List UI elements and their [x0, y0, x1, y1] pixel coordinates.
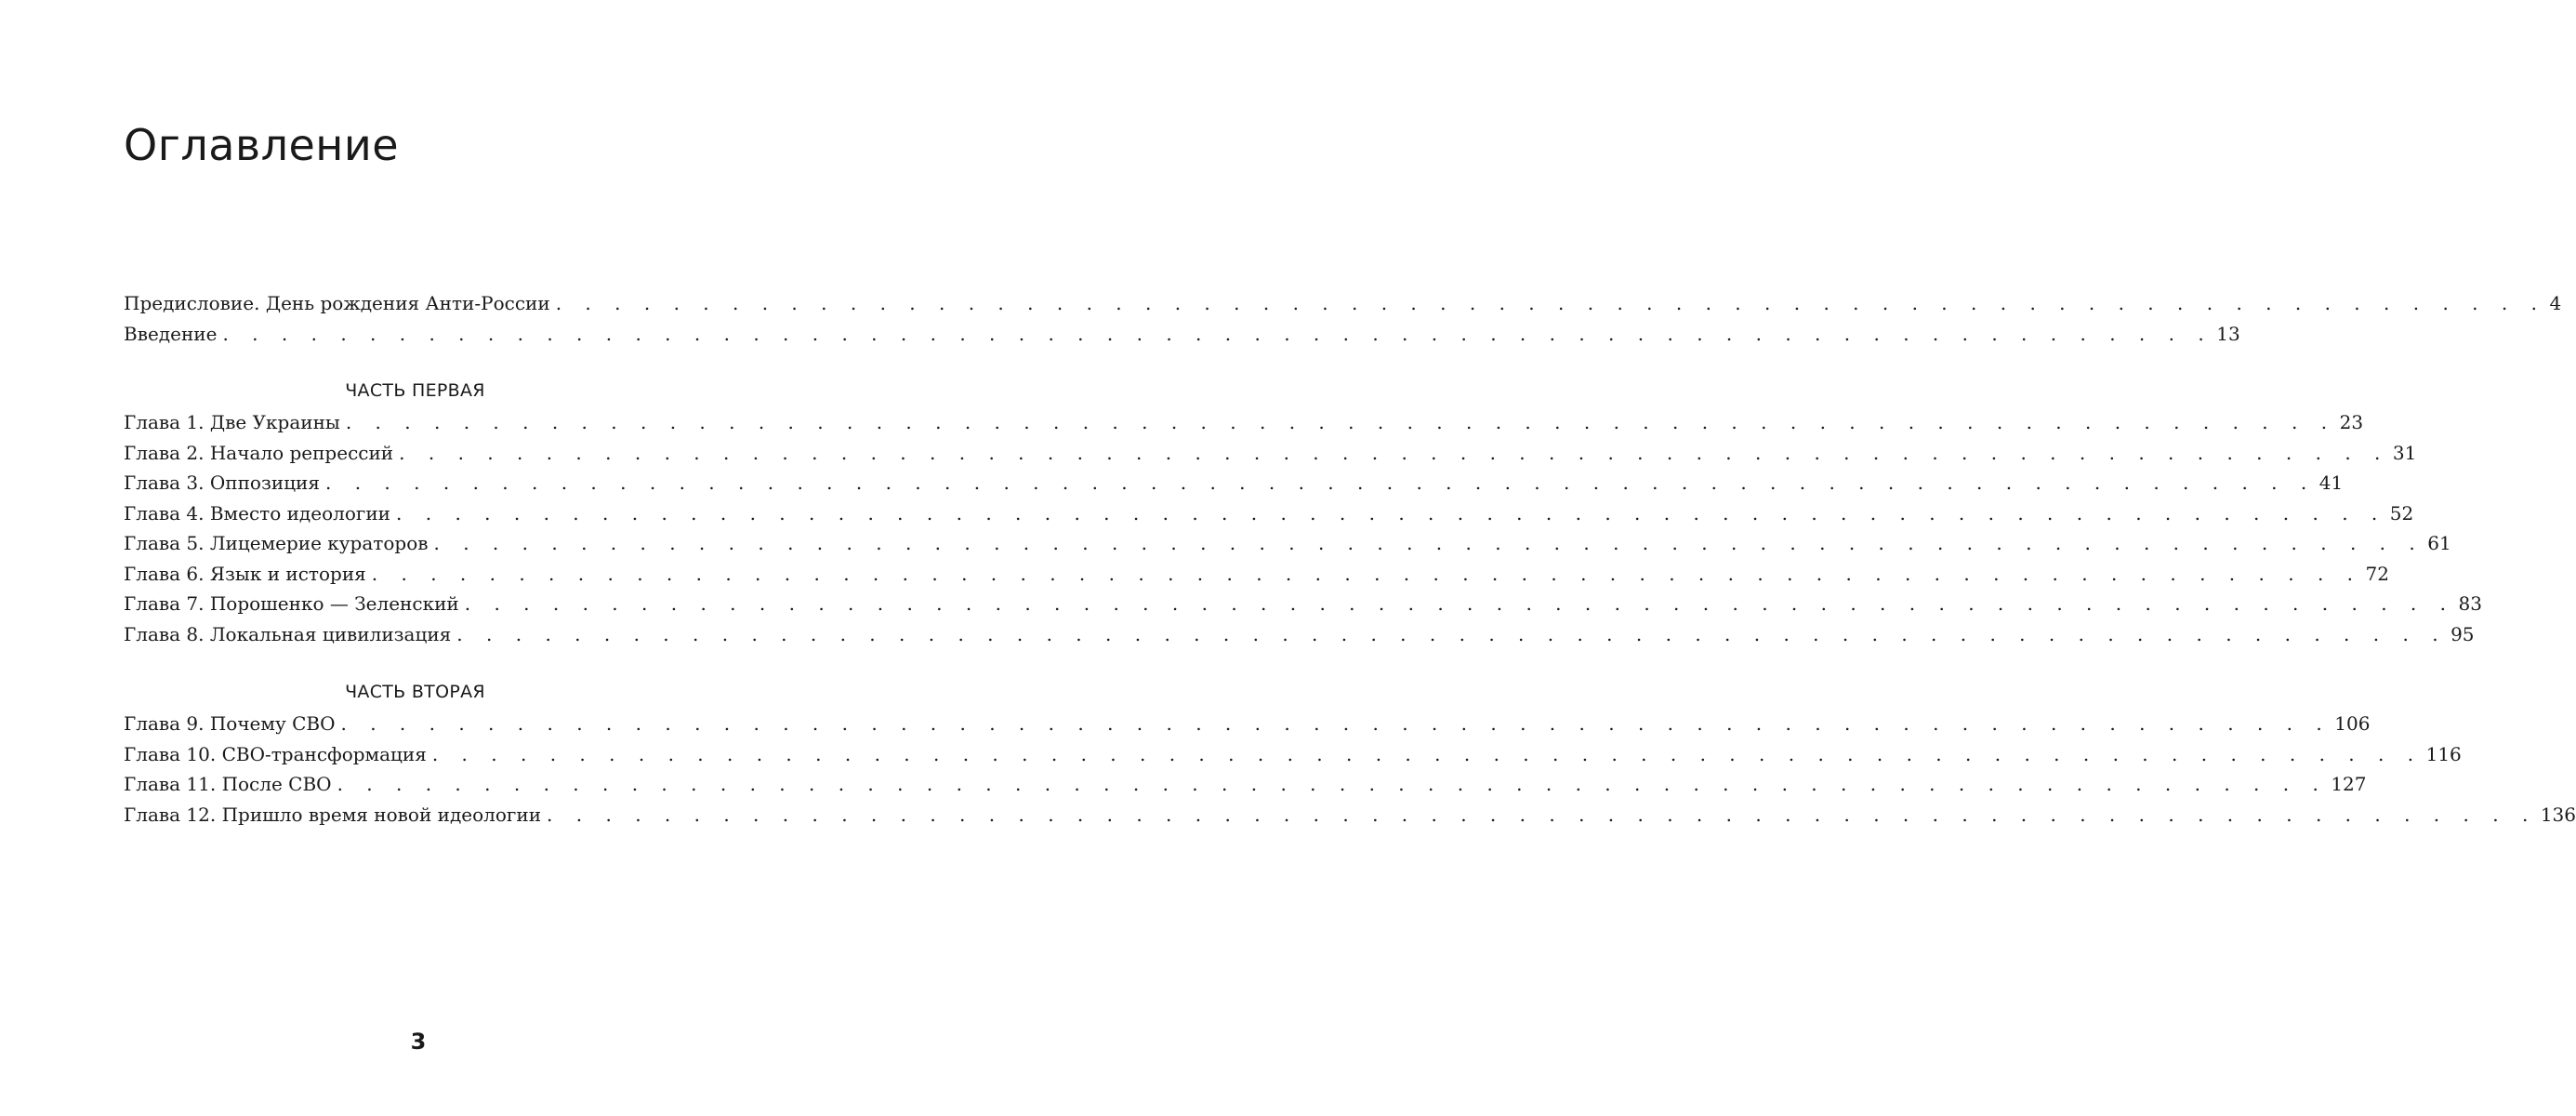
toc-entry-page: 41 — [2318, 472, 2344, 494]
dot-leader: . . . . . . . . . . . . . . . . . . . . . . . . . . . . . . . . . . . . . . . . . . . . . . . . . . . . . . . . . . . . . . . . . . . . — [396, 501, 2386, 525]
toc-entry-title: Глава 11. После СВО — [124, 773, 332, 795]
toc-entry-title: Глава 7. Порошенко — Зеленский — [124, 592, 459, 615]
toc-entry — [124, 468, 2344, 498]
part-one-heading: ЧАСТЬ ПЕРВАЯ — [345, 380, 485, 401]
toc-entry-title: Глава 10. СВО-трансформация — [124, 742, 427, 765]
toc-entry-title: Глава 5. Лицемерие кураторов — [124, 532, 429, 554]
dot-leader: . . . . . . . . . . . . . . . . . . . . . . . . . . . . . . . . . . . . . . . . . . . . . . . . . . . . . . . . . . . . . . . . . . . . — [431, 742, 2423, 765]
toc-entry — [124, 739, 2462, 770]
toc-entry-title: Глава 1. Две Украины — [124, 411, 340, 433]
toc-entry-page: 95 — [2451, 622, 2475, 645]
page-title: Оглавление — [124, 120, 400, 170]
dot-leader: . . . . . . . . . . . . . . . . . . . . . . . . . . . . . . . . . . . . . . . . . . . . . . . . . . . . . . . . . . . . . . . . . . . . — [555, 292, 2546, 314]
dot-leader: . . . . . . . . . . . . . . . . . . . . . . . . . . . . . . . . . . . . . . . . . . . . . . . . . . . . . . . . . . . . . . . . . . . . — [222, 322, 2213, 345]
toc-entry — [124, 589, 2482, 619]
toc-entry — [124, 407, 2364, 438]
dot-leader: . . . . . . . . . . . . . . . . . . . . . . . . . . . . . . . . . . . . . . . . . . . . . . . . . . . . . . . . . . . . . . . . . . . . — [464, 592, 2455, 615]
dot-leader: . . . . . . . . . . . . . . . . . . . . . . . . . . . . . . . . . . . . . . . . . . . . . . . . . . . . . . . . . . . . . . . . . . . . — [337, 773, 2328, 795]
toc-entry — [124, 800, 2576, 830]
toc-entry-title: Глава 8. Локальная цивилизация — [124, 622, 452, 645]
toc-entry-page: 116 — [2425, 742, 2462, 765]
toc-entry — [124, 498, 2414, 529]
toc-entry — [124, 619, 2475, 650]
page-number: 3 — [410, 1029, 427, 1055]
toc-entry — [124, 319, 2240, 350]
toc-entry-page: 127 — [2331, 773, 2367, 795]
toc-entry-title: Введение — [124, 322, 218, 345]
dot-leader: . . . . . . . . . . . . . . . . . . . . . . . . . . . . . . . . . . . . . . . . . . . . . . . . . . . . . . . . . . . . . . . . . . . . — [325, 472, 2316, 494]
toc-entry — [124, 559, 2389, 590]
dot-leader: . . . . . . . . . . . . . . . . . . . . . . . . . . . . . . . . . . . . . . . . . . . . . . . . . . . . . . . . . . . . . . . . . . . . — [345, 411, 2336, 433]
toc-entry-title: Глава 9. Почему СВО — [124, 712, 336, 735]
dot-leader: . . . . . . . . . . . . . . . . . . . . . . . . . . . . . . . . . . . . . . . . . . . . . . . . . . . . . . . . . . . . . . . . . . . . — [456, 622, 2448, 645]
dot-leader: . . . . . . . . . . . . . . . . . . . . . . . . . . . . . . . . . . . . . . . . . . . . . . . . . . . . . . . . . . . . . . . . . . . . — [371, 562, 2362, 585]
toc-entry-page: 83 — [2458, 592, 2482, 615]
toc-entry — [124, 769, 2367, 800]
toc-entry-page: 23 — [2339, 411, 2364, 433]
toc-entry — [124, 288, 2562, 319]
toc-intro — [124, 288, 2562, 349]
toc-entry-page: 136 — [2540, 803, 2576, 826]
toc-entry — [124, 438, 2417, 469]
toc-entry-page: 61 — [2427, 532, 2451, 554]
toc-entry-title: Глава 3. Оппозиция — [124, 472, 320, 494]
toc-entry-page: 106 — [2334, 712, 2371, 735]
toc-entry-page: 31 — [2392, 441, 2417, 464]
part-two-heading: ЧАСТЬ ВТОРАЯ — [345, 682, 485, 702]
toc-entry-page: 52 — [2389, 501, 2414, 525]
toc-entry-title: Глава 6. Язык и история — [124, 562, 366, 585]
toc-entry-page: 72 — [2365, 562, 2389, 585]
toc-entry-title: Глава 12. Пришло время новой идеологии — [124, 803, 542, 826]
toc-entry-page: 4 — [2549, 292, 2562, 314]
toc-entry — [124, 528, 2451, 559]
toc-entry-title: Предисловие. День рождения Анти-России — [124, 292, 550, 314]
toc-entry — [124, 709, 2371, 739]
toc-entry-page: 13 — [2216, 322, 2240, 345]
dot-leader: . . . . . . . . . . . . . . . . . . . . . . . . . . . . . . . . . . . . . . . . . . . . . . . . . . . . . . . . . . . . . . . . . . . . — [399, 441, 2389, 464]
toc-entry-title: Глава 2. Начало репрессий — [124, 441, 394, 464]
dot-leader: . . . . . . . . . . . . . . . . . . . . . . . . . . . . . . . . . . . . . . . . . . . . . . . . . . . . . . . . . . . . . . . . . . . . — [547, 803, 2537, 826]
dot-leader: . . . . . . . . . . . . . . . . . . . . . . . . . . . . . . . . . . . . . . . . . . . . . . . . . . . . . . . . . . . . . . . . . . . . — [433, 532, 2424, 554]
dot-leader: . . . . . . . . . . . . . . . . . . . . . . . . . . . . . . . . . . . . . . . . . . . . . . . . . . . . . . . . . . . . . . . . . . . . — [340, 712, 2332, 735]
toc-part-two — [124, 709, 2576, 830]
toc-entry-title: Глава 4. Вместо идеологии — [124, 501, 391, 525]
toc-part-one — [124, 407, 2482, 649]
